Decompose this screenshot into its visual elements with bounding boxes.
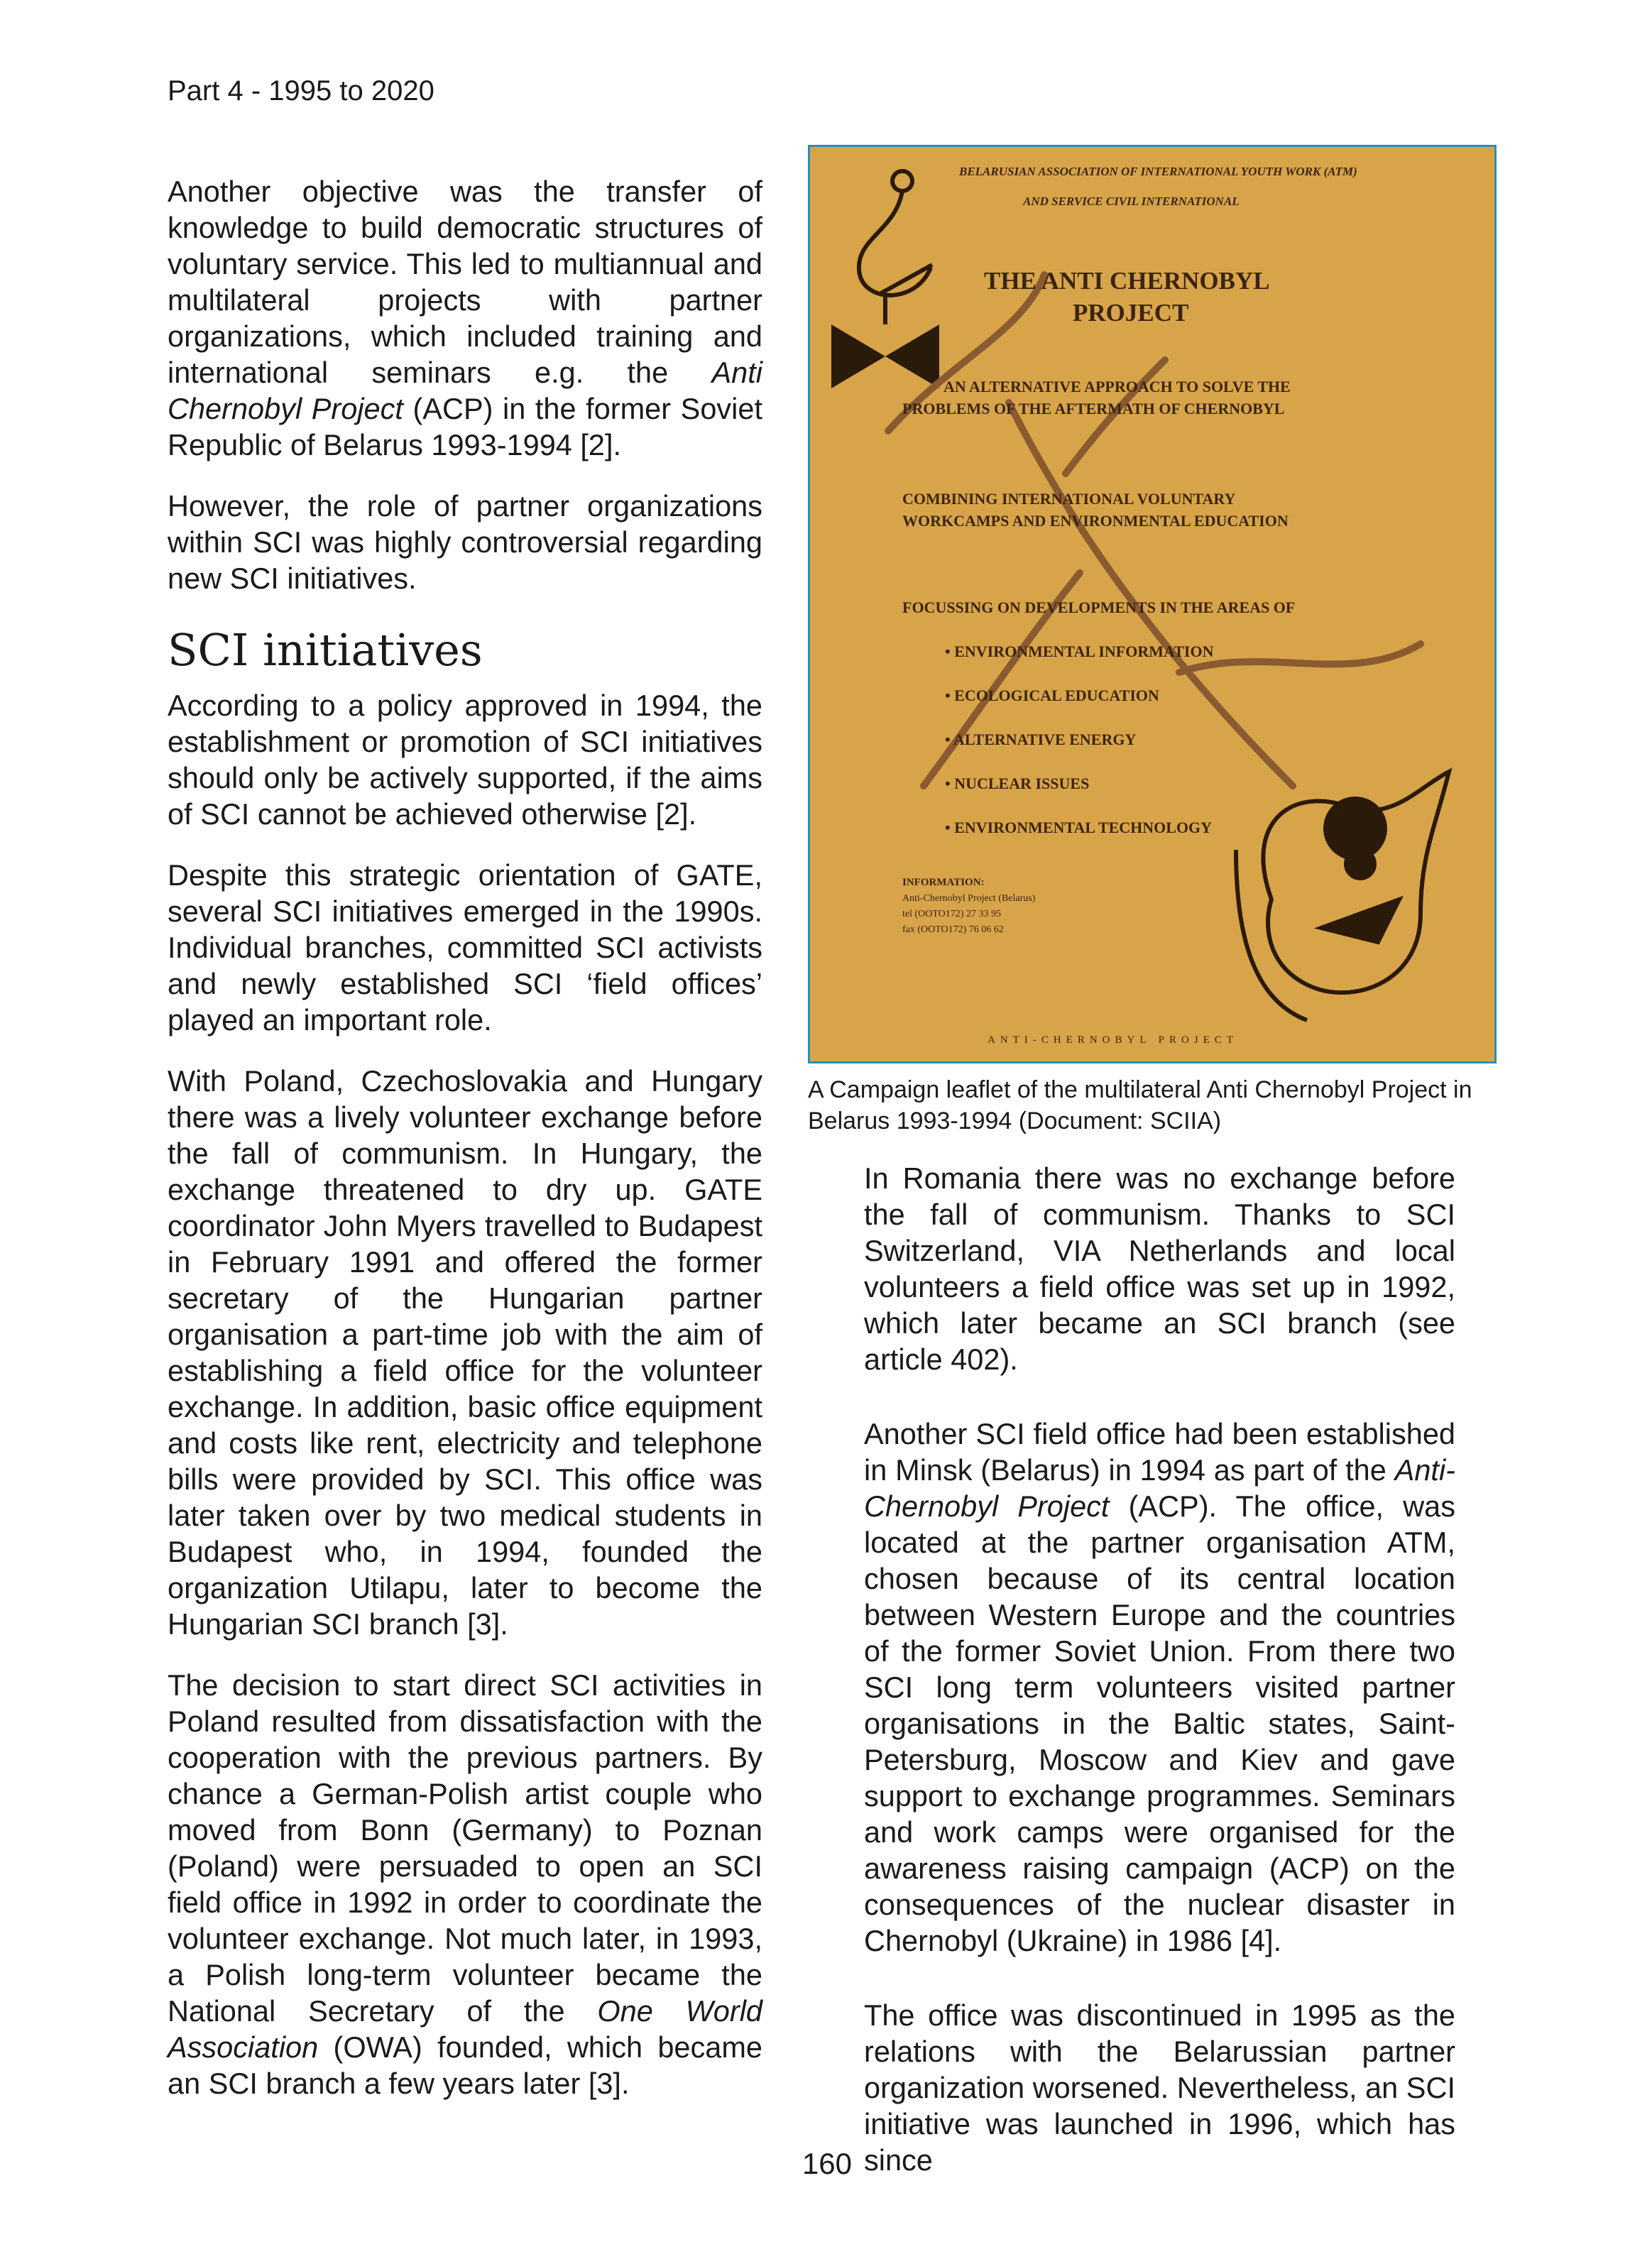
- paragraph-8: Another SCI field office had been established in Minsk (Belarus) in 1994 as part of the Anti-Chernobyl Project (ACP). The office, was located at the partner organisation ATM, chosen because of its central location between Western Europe and the countries of the former Soviet Union. From there two SCI long term volunteers visited partner organisations in the Baltic states, Saint-Petersburg, Moscow and Kiev and gave support to exchange programmes. Seminars and work camps were organised for the awareness raising campaign (ACP) on the consequences of the nuclear disaster in Chernobyl (Ukraine) in 1986 [4].: [864, 1417, 1455, 1957]
- paragraph-7: In Romania there was no exchange before the fall of communism. Thanks to SCI Switzerland, VIA Netherlands and local volunteers a field office was set up in 1992, which later became an SCI branch (see article 402).: [864, 1161, 1455, 1376]
- leaflet-title-1: THE ANTI CHERNOBYL: [984, 267, 1270, 295]
- leaflet-bullet: • ENVIRONMENTAL TECHNOLOGY: [945, 819, 1213, 836]
- paragraph-6: The decision to start direct SCI activities in Poland resulted from dissatisfaction with the cooperation with the previous partners. By chance a German-Polish artist couple who moved from Bonn (Germany) to Poznan (Poland) were persuaded to open an SCI field office in 1992 in order to coordinate the volunteer exchange. Not much later, in 1993, a Polish long-term volunteer became the National Secretary of the One World Association (OWA) founded, which became an SCI branch a few years later [3].: [168, 1668, 762, 2100]
- leaflet-org-line-2: AND SERVICE CIVIL INTERNATIONAL: [1023, 195, 1240, 208]
- paragraph-3: According to a policy approved in 1994, the establishment or promotion of SCI initiatives should only be actively supported, if the aims of SCI cannot be achieved otherwise [2].: [168, 689, 762, 831]
- leaflet-subtitle-4: WORKCAMPS AND ENVIRONMENTAL EDUCATION: [902, 512, 1289, 530]
- left-column: [168, 173, 762, 2126]
- paragraph-9: The office was discontinued in 1995 as the relations with the Belarussian partner organization worsened. Nevertheless, an SCI initiative was launched in 1996, which has since: [864, 1998, 1455, 2177]
- leaflet-info-line: Anti-Chernobyl Project (Belarus): [902, 893, 1036, 904]
- leaflet-info-title: INFORMATION:: [902, 877, 985, 888]
- paragraph-1: Another objective was the transfer of knowledge to build democratic structures of voluntary service. This led to multiannual and multilateral projects with partner organizations, which included training and international seminars e.g. the Anti Chernobyl Project (ACP) in the former Soviet Republic of Belarus 1993-1994 [2].: [168, 175, 762, 461]
- leaflet-figure: [808, 145, 1497, 1063]
- paragraph-2: However, the role of partner organizations within SCI was highly controversial regarding new SCI initiatives.: [168, 489, 762, 595]
- running-header: Part 4 - 1995 to 2020: [168, 75, 434, 106]
- paragraph-5: With Poland, Czechoslovakia and Hungary there was a lively volunteer exchange before the fall of communism. In Hungary, the exchange threatened to dry up. GATE coordinator John Myers travelled to Budapest in February 1991 and offered the former secretary of the Hungarian partner organisation a part-time job with the aim of establishing a field office for the volunteer exchange. In addition, basic office equipment and costs like rent, electricity and telephone bills were provided by SCI. This office was later taken over by two medical students in Budapest who, in 1994, founded the organization Utilapu, later to become the Hungarian SCI branch [3].: [168, 1064, 762, 1641]
- leaflet-bullet: • NUCLEAR ISSUES: [945, 775, 1090, 792]
- section-heading: SCI initiatives: [168, 624, 483, 676]
- project-name: Anti Chernobyl Project: [168, 356, 762, 425]
- leaflet-subtitle-3: COMBINING INTERNATIONAL VOLUNTARY: [902, 490, 1236, 508]
- leaflet-subtitle-1: AN ALTERNATIVE APPROACH TO SOLVE THE: [943, 378, 1291, 395]
- page-number: 160: [802, 2147, 853, 2180]
- leaflet-bullet: • ECOLOGICAL EDUCATION: [945, 687, 1159, 704]
- leaflet-subtitle-2: PROBLEMS OF THE AFTERMATH OF CHERNOBYL: [902, 400, 1285, 417]
- leaflet-info-line: tel (OOTO172) 27 33 95: [902, 909, 1001, 919]
- paragraph-4: Despite this strategic orientation of GATE, several SCI initiatives emerged in the 1990s. Individual branches, committed SCI activists and newly established SCI ‘field offices’ played an important role.: [168, 858, 762, 1037]
- leaflet-org-line-1: BELARUSIAN ASSOCIATION OF INTERNATIONAL YOUTH WORK (ATM): [959, 165, 1357, 178]
- organization-name: One World Association: [168, 1994, 762, 2064]
- leaflet-image: [810, 147, 1494, 1061]
- figure-caption: A Campaign leaflet of the multilateral Anti Chernobyl Project in Belarus 1993-1994 (Document: SCIIA): [808, 1076, 1472, 1134]
- leaflet-footer: ANTI-CHERNOBYL PROJECT: [988, 1034, 1239, 1046]
- leaflet-bullet: • ALTERNATIVE ENERGY: [945, 731, 1137, 748]
- project-name: Anti-Chernobyl Project: [864, 1453, 1455, 1523]
- right-column: [864, 1160, 1455, 2216]
- leaflet-info-line: fax (OOTO172) 76 06 62: [902, 924, 1004, 935]
- leaflet-title-2: PROJECT: [1073, 299, 1189, 327]
- leaflet-focus-line: FOCUSSING ON DEVELOPMENTS IN THE AREAS OF: [902, 598, 1296, 616]
- leaflet-bullet: • ENVIRONMENTAL INFORMATION: [945, 642, 1214, 660]
